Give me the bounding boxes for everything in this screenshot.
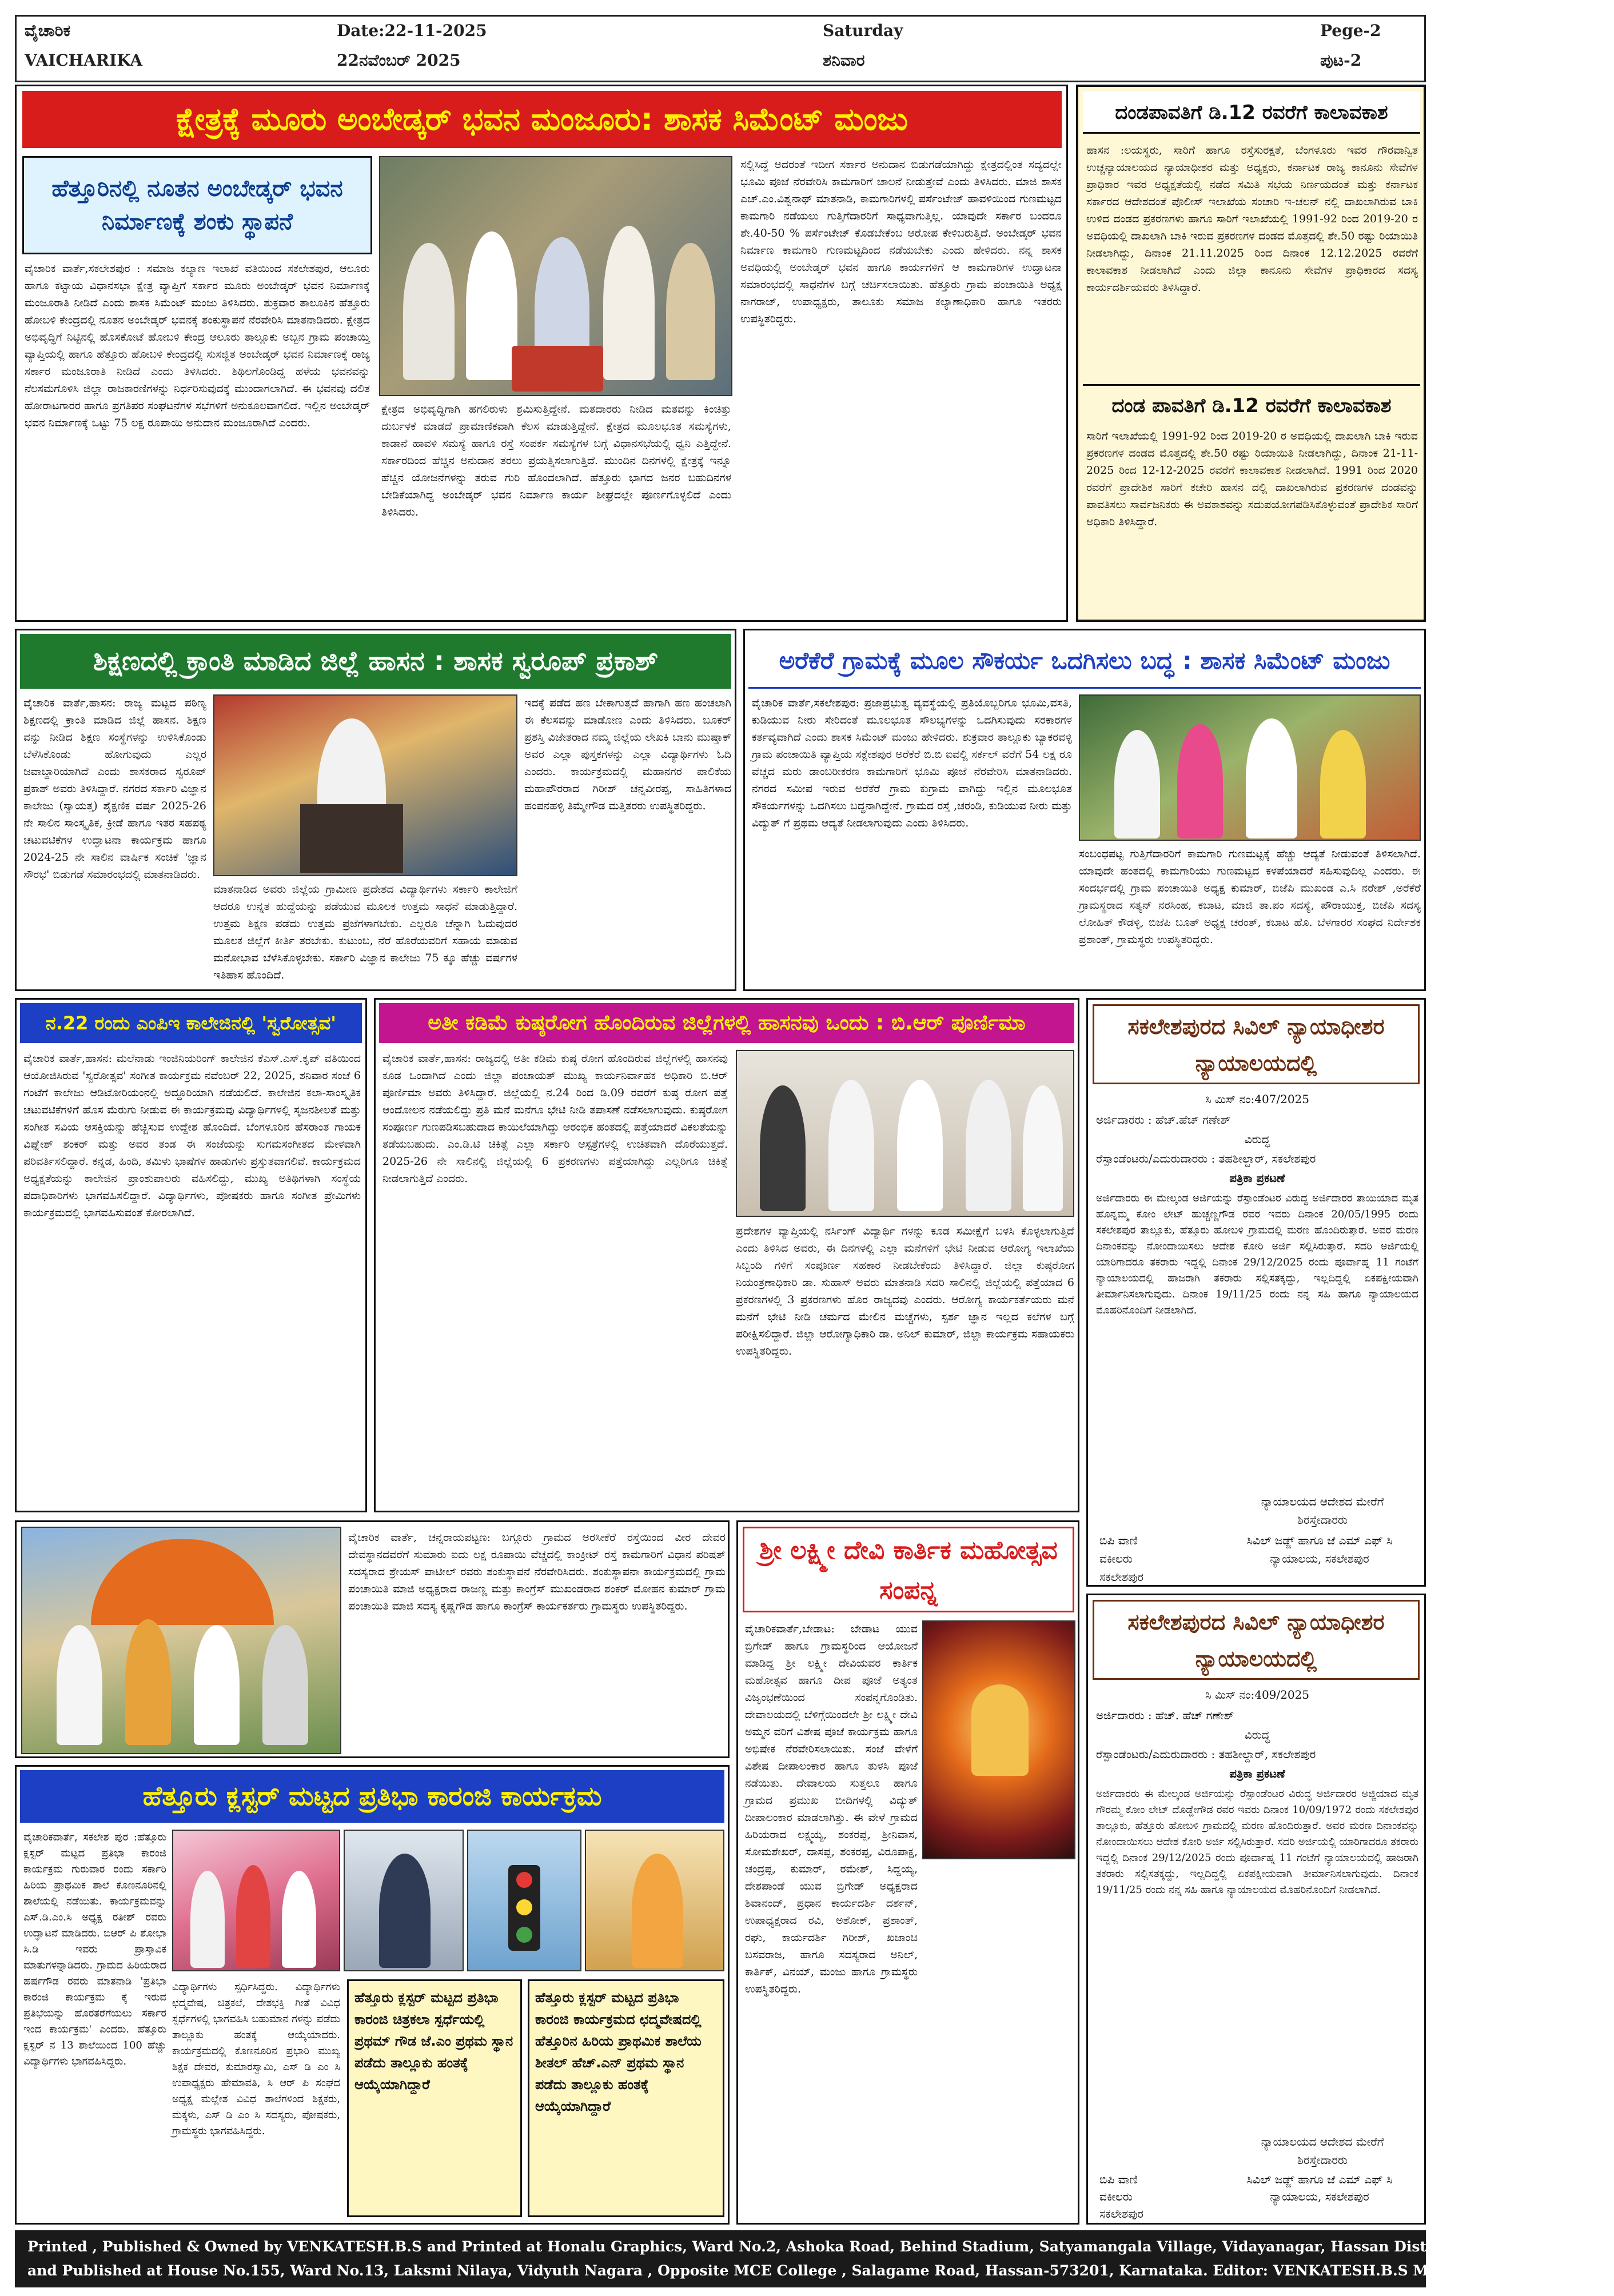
swarotsava-headline: ನ.22 ರಂದು ಎಂಪಿಇ ಕಾಲೇಜಿನಲ್ಲಿ 'ಸ್ವರೋತ್ಸವ' <box>20 1003 362 1043</box>
page-number-kannada: ಪುಟ-2 <box>1320 51 1362 70</box>
pratibha-karanji-headline: ಹೆತ್ತೂರು ಕ್ಲಸ್ಟರ್ ಮಟ್ಟದ ಪ್ರತಿಭಾ ಕಾರಂಜಿ ಕಾರ್ಯಕ್ರಮ <box>20 1770 724 1823</box>
day-english: Saturday <box>823 21 903 40</box>
court-notice-2-case-no: ಸಿ ಮಿಸ್ ನಂ:409/2025 <box>1205 1688 1310 1702</box>
court-notice-2-judge-line2: ನ್ಯಾಯಾಲಯ, ಸಕಲೇಶಪುರ <box>1270 2190 1369 2203</box>
court-notice-1-order: ನ್ಯಾಯಾಲಯದ ಆದೇಶದ ಮೇರೆಗೆ <box>1261 1495 1384 1508</box>
swarotsava-article <box>15 998 367 1512</box>
court-notice-1-body: ಅರ್ಜಿದಾರರು ಈ ಮೇಲ್ಕಂಡ ಅರ್ಜಿಯನ್ನು ರೆಸ್ಪಾಂಡೆಂಟರ ವಿರುದ್ಧ ಅರ್ಜಿದಾರರ ತಾಯಿಯಾದ ಮೃತ ಹೊನ್ನಮ್ಮ ಕೋಂ ಲೇಟ್ ಹುಚ್ಚಣ್ಣಗೌಡ ರವರ ಇವರು ದಿನಾಂಕ 20/05/1995 ರಂದು ಸಕಲೇಶಪುರ ತಾಲ್ಲೂಕು, ಹೆತ್ತೂರು ಹೋಬಳಿ ಗ್ರಾಮದಲ್ಲಿ ಮರಣ ಹೊಂದಿರುತ್ತಾರೆ. ಅವರ ಮರಣ ದಿನಾಂಕವನ್ನು ನೋಂದಾಯಿಸಲು ಆದೇಶ ಕೋರಿ ಅರ್ಜಿ ಸಲ್ಲಿಸಿರುತ್ತಾರೆ. ಸದರಿ ಅರ್ಜಿಯಲ್ಲಿ ಯಾರಿಗಾದರೂ ತಕರಾರು ಇದ್ದಲ್ಲಿ ದಿನಾಂಕ 29/12/2025 ರಂದು ಪೂರ್ವಾಹ್ನ 11 ಗಂಟೆಗೆ ನ್ಯಾಯಾಲಯದಲ್ಲಿ ಹಾಜರಾಗಿ ತಕರಾರು ಸಲ್ಲಿಸತಕ್ಕದ್ದು, ಇಲ್ಲದಿದ್ದಲ್ಲಿ ಏಕಪಕ್ಷೀಯವಾಗಿ ತೀರ್ಮಾನಿಸಲಾಗುವುದು. ದಿನಾಂಕ 19/11/25 ರಂದು ನನ್ನ ಸಹಿ ಹಾಗೂ ನ್ಯಾಯಾಲಯದ ಮೊಹರಿನೊಂದಿಗೆ ನೀಡಲಾಗಿದೆ. <box>1096 1192 1418 1316</box>
ambedkar-subhead-box <box>22 156 372 254</box>
court-notice-1-judge-line2: ನ್ಯಾಯಾಲಯ, ಸಕಲೇಶಪುರ <box>1270 1552 1369 1566</box>
education-event-photo <box>213 694 517 876</box>
arakere-article <box>743 629 1426 991</box>
arakere-groundbreaking-photo <box>1079 694 1421 841</box>
court-notice-2-body: ಅರ್ಜಿದಾರರು ಈ ಮೇಲ್ಕಂಡ ಅರ್ಜಿಯನ್ನು ರೆಸ್ಪಾಂಡೆಂಟರ ವಿರುದ್ಧ ಅರ್ಜಿದಾರರ ಅಜ್ಜಿಯಾದ ಮೃತ ಗೌರಮ್ಮ ಕೋಂ ಲೇಟ್ ದೊಡ್ಡೇಗೌಡ ರವರ ಇವರು ದಿನಾಂಕ 10/09/1972 ರಂದು ಸಕಲೇಶಪುರ ತಾಲ್ಲೂಕು, ಹೆತ್ತೂರು ಹೋಬಳಿ ಗ್ರಾಮದಲ್ಲಿ ಮರಣ ಹೊಂದಿರುತ್ತಾರೆ. ಅವರ ಮರಣ ದಿನಾಂಕವನ್ನು ನೋಂದಾಯಿಸಲು ಆದೇಶ ಕೋರಿ ಅರ್ಜಿ ಸಲ್ಲಿಸಿರುತ್ತಾರೆ. ಸದರಿ ಅರ್ಜಿಯಲ್ಲಿ ಯಾರಿಗಾದರೂ ತಕರಾರು ಇದ್ದಲ್ಲಿ ದಿನಾಂಕ 29/12/2025 ರಂದು ಪೂರ್ವಾಹ್ನ 11 ಗಂಟೆಗೆ ನ್ಯಾಯಾಲಯದಲ್ಲಿ ಹಾಜರಾಗಿ ತಕರಾರು ಸಲ್ಲಿಸತಕ್ಕದ್ದು, ಇಲ್ಲದಿದ್ದಲ್ಲಿ ಏಕಪಕ್ಷೀಯವಾಗಿ ತೀರ್ಮಾನಿಸಲಾಗುವುದು. ದಿನಾಂಕ 19/11/25 ರಂದು ನನ್ನ ಸಹಿ ಹಾಗೂ ನ್ಯಾಯಾಲಯದ ಮೊಹರಿನೊಂದಿಗೆ ನೀಡಲಾಗಿದೆ. <box>1096 1788 1418 1896</box>
pratibha-drawing-photo <box>344 1830 464 1971</box>
court-notice-1-versus: ವಿರುದ್ಧ <box>1244 1132 1270 1146</box>
ambedkar-body-right: ಸಲ್ಲಿಸಿದ್ದೆ ಅದರಂತೆ ಇದೀಗ ಸರ್ಕಾರ ಅನುದಾನ ಬಿಡುಗಡೆಯಾಗಿದ್ದು ಕ್ಷೇತ್ರದಲ್ಲಿಂತ ಸದ್ಯದಲ್ಲೇ ಭೂಮಿ ಪೂಜೆ ನೆರವೇರಿಸಿ ಕಾಮಗಾರಿಗೆ ಚಾಲನೆ ನೀಡುತ್ತೇವೆ ಎಂದು ತಿಳಿಸಿದರು. ಮಾಜಿ ಶಾಸಕ ಎಚ್.ಎಂ.ವಿಶ್ವನಾಥ್ ಮಾತನಾಡಿ, ಕಾಮಗಾರಿಗಳಲ್ಲಿ ಪರ್ಸೆಂಟೇಜ್ ಹಾವಳಿಯಿಂದ ಗುಣಮಟ್ಟದ ಕಾಮಗಾರಿ ನಡೆಯಲು ಗುತ್ತಿಗೆದಾರರಿಗೆ ಸಾಧ್ಯವಾಗುತ್ತಿಲ್ಲ. ಯಾವುದೇ ಸರ್ಕಾರ ಬಂದರೂ ಶೇ.40-50 % ಪರ್ಸೆಂಟೇಜ್ ಕೊಡಬೇಕೆಂಬ ಆರೋಪ ಕೇಳಿಬರುತ್ತಿದೆ. ಅಂಬೇಡ್ಕರ್ ಭವನ ನಿರ್ಮಾಣ ಕಾಮಗಾರಿ ಗುಣಮಟ್ಟದಿಂದ ನಡೆಯಬೇಕು ಎಂದು ಹೇಳಿದರು. ನನ್ನ ಶಾಸಕ ಅವಧಿಯಲ್ಲಿ ಅಂಬೇಡ್ಕರ್ ಭವನ ಹಾಗೂ ಕಾರ್ಯಗಳಿಗೆ ಆ ಕಾಮಗಾರಿಗಳ ಉದ್ಘಾಟನಾ ಸಮಾರಂಭದಲ್ಲಿ ಸಾಧನೆಗಳ ಬಗ್ಗೆ ಚರ್ಚಿಸಲಾಯಿತು. ಹೆತ್ತೂರು ಗ್ರಾಮ ಪಂಚಾಯಿತಿ ಅಧ್ಯಕ್ಷ ನಾಗರಾಜ್, ಉಪಾಧ್ಯಕ್ಷರು, ತಾಲೂಕು ಸಮಾಜ ಕಲ್ಯಾಣಾಧಿಕಾರಿ ಹಾಗೂ ಇತರರು ಉಪಸ್ಥಿತರಿದ್ದರು. <box>740 158 1062 325</box>
court-notice-2-respondent: ರೆಸ್ಪಾಂಡೆಂಟರು/ಎದುರುದಾರರು : ತಹಶೀಲ್ದಾರ್, ಸಕಲೇಶಪುರ <box>1096 1747 1316 1761</box>
fine-payment-article <box>1076 85 1426 622</box>
court-notice-2 <box>1086 1594 1426 2225</box>
court-notice-1-advocate-place: ಸಕಲೇಶಪುರ <box>1099 1570 1143 1584</box>
paper-name-kannada: ವೈಚಾರಿಕ <box>25 21 71 40</box>
education-body-left: ವೈಚಾರಿಕ ವಾರ್ತೆ,ಹಾಸನ: ರಾಜ್ಯ ಮಟ್ಟದ ಪಠಿಣ್ಯ ಶಿಕ್ಷಣದಲ್ಲಿ ಕ್ರಾಂತಿ ಮಾಡಿದ ಜಿಲ್ಲೆ ಹಾಸನ. ಶಿಕ್ಷಣ ವನ್ನು ನೀಡಿದ ಶಿಕ್ಷಣ ಸಂಸ್ಥೆಗಳನ್ನು ಉಳಿಸಿಕೊಂಡು ಬೆಳೆಸಿಕೊಂಡು ಹೋಗುವುದು ಎಲ್ಲರ ಜವಾಬ್ದಾರಿಯಾಗಿದೆ ಎಂದು ಶಾಸಕರಾದ ಸ್ವರೂಪ್ ಪ್ರಕಾಶ್ ಅವರು ತಿಳಿಸಿದ್ದಾರೆ. ನಗರದ ಸರ್ಕಾರಿ ವಿಜ್ಞಾನ ಕಾಲೇಜು (ಸ್ವಾಯತ್ತ) ಶೈಕ್ಷಣಿಕ ವರ್ಷ 2025-26 ನೇ ಸಾಲಿನ ಸಾಂಸ್ಕೃತಿಕ, ಕ್ರೀಡೆ ಹಾಗೂ ಇತರ ಸಹಪಠ್ಯ ಚಟುವಟಿಕೆಗಳ ಉದ್ಘಾಟನಾ ಕಾರ್ಯಕ್ರಮ ಹಾಗೂ 2024-25 ನೇ ಸಾಲಿನ ವಾರ್ಷಿಕ ಸಂಚಿಕೆ 'ಜ್ಞಾನ ಸೌರಭ' ಬಿಡುಗಡೆ ಸಮಾರಂಭದಲ್ಲಿ ಮಾತನಾಡಿದರು. <box>23 697 206 881</box>
court-notice-2-advocate-place: ಸಕಲೇಶಪುರ <box>1099 2207 1143 2221</box>
fine-payment-body: ಹಾಸನ :ಲಯಸ್ಥರು, ಸಾರಿಗೆ ಹಾಗೂ ರಸ್ತೆಸುರಕ್ಷತೆ, ಬೆಂಗಳೂರು ಇವರ ಗೌರವಾನ್ವಿತ ಉಚ್ಚನ್ಯಾಯಾಲಯದ ನ್ಯಾಯಾಧೀಶರ ಮತ್ತು ಅಧ್ಯಕ್ಷರು, ಕರ್ನಾಟಕ ರಾಜ್ಯ ಕಾನೂನು ಸೇವೆಗಳ ಪ್ರಾಧಿಕಾರ ಇವರ ಅಧ್ಯಕ್ಷತೆಯಲ್ಲಿ ನಡೆದ ಸಮಿತಿ ಸಭೆಯ ನಿರ್ಣಯದಂತೆ ಮತ್ತು ಕರ್ನಾಟಕ ಸರ್ಕಾರದ ಆದೇಶದಂತೆ ಪೊಲೀಸ್ ಇಲಾಖೆಯ ಸಂಚಾರಿ ಇ-ಚಲನ್ ನಲ್ಲಿ ದಾಖಲಾಗಿರುವ ಬಾಕಿ ಉಳಿದ ದಂಡದ ಪ್ರಕರಣಗಳು ಹಾಗೂ ಸಾರಿಗೆ ಇಲಾಖೆಯಲ್ಲಿ 1991-92 ರಿಂದ 2019-20 ರ ಅವಧಿಯಲ್ಲಿ ದಾಖಲಾಗಿ ಬಾಕಿ ಇರುವ ಪ್ರಕರಣಗಳ ದಂಡದ ಮೊತ್ತದಲ್ಲಿ ಶೇ.50 ರಷ್ಟು ರಿಯಾಯಿತಿ ನೀಡಲಾಗಿದ್ದು, ದಿನಾಂಕ 21.11.2025 ರಿಂದ ದಿನಾಂಕ 12.12.2025 ರವರೆಗೆ ಕಾಲಾವಕಾಶ ನೀಡಲಾಗಿದೆ ಎಂದು ಜಿಲ್ಲಾ ಕಾನೂನು ಸೇವೆಗಳ ಪ್ರಾಧಿಕಾರದ ಸದಸ್ಯ ಕಾರ್ಯದರ್ಶಿಯವರು ತಿಳಿಸಿದ್ದಾರೆ. <box>1086 144 1418 294</box>
lakshmi-idol-photo <box>922 1620 1075 1859</box>
ambedkar-headline: ಕ್ಷೇತ್ರಕ್ಕೆ ಮೂರು ಅಂಬೇಡ್ಕರ್ ಭವನ ಮಂಜೂರು: ಶಾಸಕ ಸಿಮೆಂಟ್ ಮಂಜು <box>22 91 1062 148</box>
date-english: Date:22-11-2025 <box>337 21 487 40</box>
lakshmi-festival-article <box>736 1520 1079 2225</box>
leprosy-body-left: ವೈಚಾರಿಕ ವಾರ್ತೆ,ಹಾಸನ: ರಾಜ್ಯದಲ್ಲಿ ಅತೀ ಕಡಿಮೆ ಕುಷ್ಠ ರೋಗ ಹೊಂದಿರುವ ಜಿಲ್ಲೆಗಳಲ್ಲಿ ಹಾಸನವು ಕೂಡ ಒಂದಾಗಿದೆ ಎಂದು ಜಿಲ್ಲಾ ಪಂಚಾಯತ್ ಮುಖ್ಯ ಕಾರ್ಯನಿರ್ವಾಹಕ ಅಧಿಕಾರಿ ಬಿ.ಆರ್ ಪೂರ್ಣಿಮಾ ಅವರು ತಿಳಿಸಿದ್ದಾರೆ. ಜಿಲ್ಲೆಯಲ್ಲಿ ನ.24 ರಿಂದ ಡಿ.09 ರವರೆಗೆ ಕುಷ್ಠ ರೋಗ ಪತ್ತೆ ಆಂದೋಲನ ನಡೆಯಲಿದ್ದು ಪ್ರತಿ ಮನೆ ಮನೆಗೂ ಭೇಟಿ ನೀಡಿ ತಪಾಸಣೆ ನಡೆಸಲಾಗುವುದು. ಕುಷ್ಠರೋಗ ಸಂಪೂರ್ಣ ಗುಣಪಡಿಸಬಹುದಾದ ಕಾಯಿಲೆಯಾಗಿದ್ದು ಆರಂಭಿಕ ಹಂತದಲ್ಲಿ ಪತ್ತೆಯಾದರೆ ವಿಕಲತೆಯನ್ನು ತಡೆಯಬಹುದು. ಎಂ.ಡಿ.ಟಿ ಚಿಕಿತ್ಸೆ ಎಲ್ಲಾ ಸರ್ಕಾರಿ ಆಸ್ಪತ್ರೆಗಳಲ್ಲಿ ಉಚಿತವಾಗಿ ದೊರೆಯುತ್ತದೆ. 2025-26 ನೇ ಸಾಲಿನಲ್ಲಿ ಜಿಲ್ಲೆಯಲ್ಲಿ 6 ಪ್ರಕರಣಗಳು ಪತ್ತೆಯಾಗಿದ್ದು ಎಲ್ಲರಿಗೂ ಚಿಕಿತ್ಸೆ ನೀಡಲಾಗುತ್ತಿದೆ ಎಂದರು. <box>382 1052 728 1185</box>
court-notice-2-title: ಪತ್ರಿಕಾ ಪ್ರಕಟಣೆ <box>1229 1767 1285 1780</box>
court-notice-2-advocate-name: ಬಿಪಿ ವಾಣಿ <box>1099 2173 1138 2186</box>
pratibha-caption-box-1 <box>347 1979 522 2217</box>
pratibha-caption-1: ಹೆತ್ತೂರು ಕ್ಲಸ್ಟರ್ ಮಟ್ಟದ ಪ್ರತಿಭಾ ಕಾರಂಜಿ ಚಿತ್ರಕಲಾ ಸ್ಪರ್ಧೆಯಲ್ಲಿ ಪ್ರಥಮ್ ಗೌಡ ಜೆ.ಎಂ ಪ್ರಥಮ ಸ್ಥಾನ ಪಡೆದು ತಾಲ್ಲೂಕು ಹಂತಕ್ಕೆ ಆಯ್ಕೆಯಾಗಿದ್ದಾರೆ <box>354 1990 513 2093</box>
lakshmi-festival-body-left: ವೈಚಾರಿಕವಾರ್ತೆ,ಬೇಡಾಟ: ಬೇಡಾಟ ಯುವ ಬ್ರಿಗೇಡ್ ಹಾಗೂ ಗ್ರಾಮಸ್ಥರಿಂದ ಆಯೋಜನೆ ಮಾಡಿದ್ದ ಶ್ರೀ ಲಕ್ಷ್ಮೀ ದೇವಿಯವರ ಕಾರ್ತಿಕ ಮಹೋತ್ಸವ ಹಾಗೂ ದೀಪ ಪೂಜೆ ಅತ್ಯಂತ ವಿಜೃಂಭಣೆಯಿಂದ ಸಂಪನ್ನಗೊಂಡಿತು. ದೇವಾಲಯದಲ್ಲಿ ಬೆಳಿಗ್ಗೆಯಿಂದಲೇ ಶ್ರೀ ಲಕ್ಷ್ಮೀ ದೇವಿ ಅಮ್ಮನ ವರಿಗೆ ವಿಶೇಷ ಪೂಜೆ ಕಾರ್ಯಕ್ರಮ ಹಾಗೂ ಅಭಿಷೇಕ ನೆರವೇರಿಸಲಾಯಿತು. ಸಂಜೆ ವೇಳೆಗೆ ವಿಶೇಷ ದೀಪಾಲಂಕಾರ ಹಾಗೂ ತುಳಸಿ ಪೂಜೆ ನಡೆಯಿತು. ದೇವಾಲಯ ಸುತ್ತಲೂ ಹಾಗೂ ಗ್ರಾಮದ ಪ್ರಮುಖ ಬೀದಿಗಳಲ್ಲಿ ವಿದ್ಯುತ್ ದೀಪಾಲಂಕಾರ ಮಾಡಲಾಗಿತ್ತು. ಈ ವೇಳೆ ಗ್ರಾಮದ ಹಿರಿಯರಾದ ಲಕ್ಷ್ಮಯ್ಯ, ಶಂಕರಪ್ಪ, ಶ್ರೀನಿವಾಸ, ಸೋಮಶೇಖರ್, ದಾಸಪ್ಪ, ಶಂಕರಪ್ಪ, ವಿರೂಪಾಕ್ಷ, ಚಂದ್ರಪ್ಪ, ಕುಮಾರ್, ರಮೇಶ್, ಸಿದ್ದಯ್ಯ, ದೇಶಪಾಂಡೆ ಯುವ ಬ್ರಿಗೇಡ್ ಅಧ್ಯಕ್ಷರಾದ ಶಿವಾನಂದ್, ಪ್ರಧಾನ ಕಾರ್ಯದರ್ಶಿ ದರ್ಶನ್, ಉಪಾಧ್ಯಕ್ಷರಾದ ರವಿ, ಅಶೋಕ್, ಪ್ರಶಾಂತ್, ರಘು, ಕಾರ್ಯದರ್ಶಿ ಗಿರೀಶ್, ಖಜಾಂಚಿ ಬಸವರಾಜ, ಹಾಗೂ ಸದಸ್ಯರಾದ ಅನಿಲ್, ಕಾರ್ತಿಕ್, ವಿನಯ್, ಮಂಜು ಹಾಗೂ ಗ್ರಾಮಸ್ಥರು ಉಪಸ್ಥಿತರಿದ್ದರು. <box>745 1623 918 1995</box>
imprint-line-1: Printed , Published & Owned by VENKATESH.B.S and Printed at Honalu Graphics, Ward No.2, Ashoka Road, Behind Stadium, Satyamangala Village, Vidayanagar, Hassan District, Karnataka-573201 <box>27 2238 1614 2255</box>
pratibha-costume-photo <box>585 1830 724 1971</box>
court-notice-2-advocate-title: ವಕೀಲರು <box>1099 2190 1133 2203</box>
ambedkar-ceremony-photo <box>379 156 732 396</box>
education-body-middle: ಮಾತನಾಡಿದ ಅವರು ಜಿಲ್ಲೆಯ ಗ್ರಾಮೀಣ ಪ್ರದೇಶದ ವಿದ್ಯಾರ್ಥಿಗಳು ಸರ್ಕಾರಿ ಕಾಲೇಜಿಗೆ ಆದರೂ ಉನ್ನತ ಹುದ್ದೆಯನ್ನು ಪಡೆಯುವ ಮೂಲಕ ಉತ್ತಮ ಸಾಧನೆ ಮಾಡುತ್ತಿದ್ದಾರೆ. ಉತ್ತಮ ಶಿಕ್ಷಣ ಪಡೆದು ಉತ್ತಮ ಪ್ರಜೆಗಳಾಗಬೇಕು. ಎಲ್ಲರೂ ಚೆನ್ನಾಗಿ ಓದುವುದರ ಮೂಲಕ ಜಿಲ್ಲೆಗೆ ಕೀರ್ತಿ ತರಬೇಕು. ಕುಟುಂಬ, ನೆರೆ ಹೊರೆಯವರಿಗೆ ಸಹಾಯ ಮಾಡುವ ಮನೋಭಾವ ಬೆಳೆಸಿಕೊಳ್ಳಬೇಕು. ಸರ್ಕಾರಿ ವಿಜ್ಞಾನ ಕಾಲೇಜು 75 ಕ್ಕೂ ಹೆಚ್ಚು ವರ್ಷಗಳ ಇತಿಹಾಸ ಹೊಂದಿದೆ. <box>213 883 517 981</box>
pratibha-caption-2: ಹೆತ್ತೂರು ಕ್ಲಸ್ಟರ್ ಮಟ್ಟದ ಪ್ರತಿಭಾ ಕಾರಂಜಿ ಕಾರ್ಯಕ್ರಮದ ಛದ್ಮವೇಷದಲ್ಲಿ ಹೆತ್ತೂರಿನ ಹಿರಿಯ ಪ್ರಾಥಮಿಕ ಶಾಲೆಯ ಶೀತಲ್ ಹೆಚ್.ಎನ್ ಪ್ರಥಮ ಸ್ಥಾನ ಪಡೆದು ತಾಲ್ಲೂಕು ಹಂತಕ್ಕೆ ಆಯ್ಕೆಯಾಗಿದ್ದಾರೆ <box>535 1990 702 2114</box>
court-notice-2-petitioner: ಅರ್ಜಿದಾರರು : ಹೆಚ್. ಹೆಚ್ ಗಣೇಶ್ <box>1096 1708 1234 1722</box>
ambedkar-body-left: ವೈಚಾರಿಕ ವಾರ್ತೆ,ಸಕಲೇಶಪುರ : ಸಮಾಜ ಕಲ್ಯಾಣ ಇಲಾಖೆ ವತಿಯಿಂದ ಸಕಲೇಶಪುರ, ಆಲೂರು ಹಾಗೂ ಕಟ್ಟಾಯ ವಿಧಾನಸಭಾ ಕ್ಷೇತ್ರ ವ್ಯಾಪ್ತಿಗೆ ಸರ್ಕಾರ ಮೂರು ಅಂಬೇಡ್ಕರ್ ಭವನ ನಿರ್ಮಾಣಕ್ಕೆ ಮಂಜೂರಾತಿ ನೀಡಿದೆ ಎಂದು ಶಾಸಕ ಸಿಮೆಂಟ್ ಮಂಜು ತಿಳಿಸಿದರು. ಶುಕ್ರವಾರ ತಾಲೂಕಿನ ಹೆತ್ತೂರು ಹೋಬಳಿ ಕೇಂದ್ರದಲ್ಲಿ ನೂತನ ಅಂಬೇಡ್ಕರ್ ಭವನಕ್ಕೆ ಶಂಕುಸ್ಥಾಪನೆ ನೆರವೇರಿಸಿ ಮಾತನಾಡಿದರು. ಕ್ಷೇತ್ರದ ಅಭಿವೃದ್ಧಿಗೆ ನಿಟ್ಟಿನಲ್ಲಿ ಹೊಸಕೋಟೆ ಹೋಬಳಿ ಕೇಂದ್ರ ಆಲೂರು ತಾಲ್ಲೂಕು ಅಬ್ಬನ ಗ್ರಾಮ ಪಂಚಾಯ್ತಿ ವ್ಯಾಪ್ತಿಯಲ್ಲಿ ಹಾಗೂ ಹೆತ್ತೂರು ಹೋಬಳಿ ಕೇಂದ್ರದಲ್ಲಿ ಸುಸಜ್ಜಿತ ಅಂಬೇಡ್ಕರ್ ಭವನ ನಿರ್ಮಾಣಕ್ಕೆ ರಾಜ್ಯ ಸರ್ಕಾರ ಮಂಜೂರಾತಿ ನೀಡಿದೆ ಎಂದು ತಿಳಿಸಿದರು. ಶಿಥಿಲಗೊಂಡಿದ್ದ ಹಳೆಯ ಭವನವನ್ನು ನೆಲಸಮಗೊಳಿಸಿ ಜಿಲ್ಲಾ ರಾಜಕಾರಣಿಗಳನ್ನು ನಿರ್ಧರಿಸುವುದಕ್ಕೆ ಮುಂದಾಗಲಾಗಿದೆ. ಈ ಭವನವು ದಲಿತ ಹೋರಾಟಗಾರರ ಹಾಗೂ ಪ್ರಗತಿಪರ ಸಂಘಟನೆಗಳ ಸಭೆಗಳಿಗೆ ಅನುಕೂಲವಾಗಲಿದೆ. ಇಲ್ಲಿನ ಅಂಬೇಡ್ಕರ್ ಭವನ ನಿರ್ಮಾಣಕ್ಕೆ ಒಟ್ಟು 75 ಲಕ್ಷ ರೂಪಾಯಿ ಅನುದಾನ ಮಂಜೂರಾಗಿದೆ ಎಂದರು. <box>25 262 370 429</box>
leprosy-awareness-photo <box>736 1050 1074 1217</box>
masthead <box>15 15 1426 82</box>
education-body-right: ಇದಕ್ಕೆ ಪಡೆದ ಹಣ ಬೇಕಾಗುತ್ತದೆ ಹಾಗಾಗಿ ಹಣ ಹಂಚಲಾಗಿ ಈ ಕೆಲಸವನ್ನು ಮಾಡೋಣ ಎಂದು ತಿಳಿಸಿದರು. ಬೂಕರ್ ಪ್ರಶಸ್ತಿ ವಿಜೇತರಾದ ನಮ್ಮ ಜಿಲ್ಲೆಯ ಲೇಖಕಿ ಬಾನು ಮುಷ್ತಾಕ್ ಅವರ ಎಲ್ಲಾ ಪುಸ್ತಕಗಳನ್ನು ಎಲ್ಲಾ ವಿದ್ಯಾರ್ಥಿಗಳು ಓದಿ ಎಂದರು. ಕಾರ್ಯಕ್ರಮದಲ್ಲಿ ಮಹಾನಗರ ಪಾಲಿಕೆಯ ಮಹಾಪೌರರಾದ ಗಿರೀಶ್ ಚನ್ನವೀರಪ್ಪ, ಸಾಹಿತಿಗಳಾದ ಹಂಪನಹಳ್ಳಿ ತಿಮ್ಮೇಗೌಡ ಮತ್ತಿತರರು ಉಪಸ್ಥಿತರಿದ್ದರು. <box>524 697 731 812</box>
page-number-english: Pege-2 <box>1320 21 1381 40</box>
education-article <box>15 629 736 991</box>
paper-name-english: VAICHARIKA <box>25 51 143 70</box>
court-notice-1-respondent: ರೆಸ್ಪಾಂಡೆಂಟರು/ಎದುರುದಾರರು : ತಹಶೀಲ್ದಾರ್, ಸಕಲೇಶಪುರ <box>1096 1152 1316 1165</box>
court-notice-2-order: ನ್ಯಾಯಾಲಯದ ಆದೇಶದ ಮೇರೆಗೆ <box>1261 2135 1384 2149</box>
ambedkar-body-middle: ಕ್ಷೇತ್ರದ ಅಭಿವೃದ್ಧಿಗಾಗಿ ಹಗಲಿರುಳು ಶ್ರಮಿಸುತ್ತಿದ್ದೇನೆ. ಮತದಾರರು ನೀಡಿದ ಮತವನ್ನು ಕಿಂಚಿತ್ತು ದುರ್ಬಳಕೆ ಮಾಡದೆ ಪ್ರಾಮಾಣಿಕವಾಗಿ ಕೆಲಸ ಮಾಡುತ್ತಿದ್ದೇನೆ. ಕ್ಷೇತ್ರದ ಮೂಲಭೂತ ಸಮಸ್ಯೆಗಳು, ಕಾಡಾನೆ ಹಾವಳಿ ಸಮಸ್ಯೆ ಹಾಗೂ ರಸ್ತೆ ಸಂಪರ್ಕ ಸಮಸ್ಯೆಗಳ ಬಗ್ಗೆ ವಿಧಾನಸಭೆಯಲ್ಲಿ ಧ್ವನಿ ಎತ್ತಿದ್ದೇನೆ. ಸರ್ಕಾರದಿಂದ ಹೆಚ್ಚಿನ ಅನುದಾನ ತರಲು ಪ್ರಯತ್ನಿಸಲಾಗುತ್ತಿದೆ. ಮುಂದಿನ ದಿನಗಳಲ್ಲಿ ಕ್ಷೇತ್ರಕ್ಕೆ ಇನ್ನೂ ಹೆಚ್ಚಿನ ಯೋಜನೆಗಳನ್ನು ತರುವ ಗುರಿ ಹೊಂದಲಾಗಿದೆ. ಹೆತ್ತೂರು ಭಾಗದ ಜನರ ಬಹುದಿನಗಳ ಬೇಡಿಕೆಯಾಗಿದ್ದ ಅಂಬೇಡ್ಕರ್ ಭವನ ನಿರ್ಮಾಣ ಕಾರ್ಯ ಶೀಘ್ರದಲ್ಲೇ ಪೂರ್ಣಗೊಳ್ಳಲಿದೆ ಎಂದು ತಿಳಿಸಿದರು. <box>381 403 731 518</box>
road-foundation-photo <box>21 1527 341 1754</box>
road-foundation-body: ವೈಚಾರಿಕ ವಾರ್ತೆ, ಚನ್ನರಾಯಪಟ್ಟಣ: ಬಗ್ಗೂರು ಗ್ರಾಮದ ಅರಸೀಕೆರೆ ರಸ್ತೆಯಿಂದ ವೀರ ದೇವರ ದೇವಸ್ಥಾನದವರೆಗೆ ಸುಮಾರು ಐದು ಲಕ್ಷ ರೂಪಾಯಿ ವೆಚ್ಚದಲ್ಲಿ ಕಾಂಕ್ರೀಟ್ ರಸ್ತೆ ಕಾಮಗಾರಿಗೆ ವಿಧಾನ ಪರಿಷತ್ ಸದಸ್ಯರಾದ ಶ್ರೇಯಸ್ ಪಾಟೀಲ್ ರವರು ಶಂಕುಸ್ಥಾಪನೆ ನೆರವೇರಿಸಿದರು. ಶಂಕುಸ್ಥಾಪನಾ ಕಾರ್ಯಕ್ರಮದಲ್ಲಿ ಗ್ರಾಮ ಪಂಚಾಯಿತಿ ಮಾಜಿ ಅಧ್ಯಕ್ಷರಾದ ರಾಜಣ್ಣ ಮತ್ತು ಕಾಂಗ್ರೆಸ್ ಮುಖಂಡರಾದ ಶಂಕರ್ ಮೋಹನ ಕುಮಾರ್ ಗ್ರಾಮ ಪಂಚಾಯಿತಿ ಮಾಜಿ ಸದಸ್ಯ ಕೃಷ್ಣಗೌಡ ಹಾಗೂ ಕಾಂಗ್ರೆಸ್ ಕಾರ್ಯಕರ್ತರು ಗ್ರಾಮಸ್ಥರು ಉಪಸ್ಥಿತರಿದ್ದರು. <box>348 1531 726 1612</box>
lakshmi-festival-headline: ಶ್ರೀ ಲಕ್ಷ್ಮೀ ದೇವಿ ಕಾರ್ತಿಕ ಮಹೋತ್ಸವ ಸಂಪನ್ನ <box>743 1527 1074 1612</box>
ambedkar-article <box>15 85 1068 622</box>
court-notice-2-versus: ವಿರುದ್ಧ <box>1244 1728 1270 1742</box>
court-notice-1-petitioner: ಅರ್ಜಿದಾರರು : ಹೆಚ್.ಹೆಚ್ ಗಣೇಶ್ <box>1096 1113 1230 1127</box>
leprosy-headline: ಅತೀ ಕಡಿಮೆ ಕುಷ್ಠರೋಗ ಹೊಂದಿರುವ ಜಿಲ್ಲೆಗಳಲ್ಲಿ ಹಾಸನವು ಒಂದು : ಬಿ.ಆರ್ ಪೂರ್ಣಿಮಾ <box>379 1003 1074 1043</box>
swarotsava-body: ವೈಚಾರಿಕ ವಾರ್ತೆ,ಹಾಸನ: ಮಲೆನಾಡು ಇಂಜಿನಿಯರಿಂಗ್ ಕಾಲೇಜಿನ ಕೆಎಸ್.ಎಸ್.ಕೃಪ್ ವತಿಯಿಂದ ಆಯೋಜಿಸಿರುವ 'ಸ್ವರೋತ್ಸವ' ಸಂಗೀತ ಕಾರ್ಯಕ್ರಮ ನವೆಂಬರ್ 22, 2025, ಶನಿವಾರ ಸಂಜೆ 6 ಗಂಟೆಗೆ ಕಾಲೇಜು ಆಡಿಟೋರಿಯಂನಲ್ಲಿ ಅದ್ದೂರಿಯಾಗಿ ನಡೆಯಲಿದೆ. ಕಾಲೇಜಿನ ಕಲಾ-ಸಾಂಸ್ಕೃತಿಕ ಚಟುವಟಿಕೆಗಳಿಗೆ ಹೊಸ ಮೆರುಗು ನೀಡುವ ಈ ಕಾರ್ಯಕ್ರಮವು ವಿದ್ಯಾರ್ಥಿಗಳಲ್ಲಿ ಸೃಜನಶೀಲತೆ ಮತ್ತು ಸಂಗೀತ ಸವಿಯ ಆಸಕ್ತಿಯನ್ನು ಹೆಚ್ಚಿಸುವ ಉದ್ದೇಶ ಹೊಂದಿದೆ. ಬೆಂಗಳೂರಿನ ಹೆಸರಾಂತ ಗಾಯಕ ವಿಘ್ನೇಶ್ ಶಂಕರ್ ಮತ್ತು ಅವರ ತಂಡ ಈ ಸಂಜೆಯನ್ನು ಸುಗಮಸಂಗೀತದ ಮೇಳವಾಗಿ ಪರಿವರ್ತಿಸಲಿದ್ದಾರೆ. ಕನ್ನಡ, ಹಿಂದಿ, ತಮಿಳು ಭಾಷೆಗಳ ಹಾಡುಗಳು ಪ್ರಸ್ತುತವಾಗಲಿವೆ. ಕಾರ್ಯಕ್ರಮದ ಅಧ್ಯಕ್ಷತೆಯನ್ನು ಕಾಲೇಜಿನ ಪ್ರಾಂಶುಪಾಲರು ವಹಿಸಲಿದ್ದು, ಮುಖ್ಯ ಅತಿಥಿಗಳಾಗಿ ಸಂಸ್ಥೆಯ ಪದಾಧಿಕಾರಿಗಳು ಭಾಗವಹಿಸಲಿದ್ದಾರೆ. ವಿದ್ಯಾರ್ಥಿಗಳು, ಪೋಷಕರು ಹಾಗೂ ಸಂಗೀತ ಪ್ರೇಮಿಗಳು ಕಾರ್ಯಕ್ರಮದಲ್ಲಿ ಭಾಗವಹಿಸುವಂತೆ ಕೋರಲಾಗಿದೆ. <box>23 1052 361 1219</box>
court-notice-1-case-no: ಸಿ ಮಿಸ್ ನಂ:407/2025 <box>1205 1092 1310 1106</box>
fine-payment-headline: ದಂಡಪಾವತಿಗೆ ಡಿ.12 ರವರೆಗೆ ಕಾಲಾವಕಾಶ <box>1083 91 1420 134</box>
court-notice-1-advocate-title: ವಕೀಲರು <box>1099 1552 1133 1566</box>
pratibha-karanji-article <box>15 1765 730 2225</box>
court-notice-1-headline: ಸಕಲೇಶಪುರದ ಸಿವಿಲ್ ನ್ಯಾಯಾಧೀಶರ ನ್ಯಾಯಾಲಯದಲ್ಲಿ <box>1093 1004 1420 1084</box>
arakere-body-right: ಸಂಬಂಧಪಟ್ಟ ಗುತ್ತಿಗೆದಾರರಿಗೆ ಕಾಮಗಾರಿ ಗುಣಮಟ್ಟಕ್ಕೆ ಹೆಚ್ಚು ಆದ್ಯತೆ ನೀಡುವಂತೆ ತಿಳಿಸಲಾಗಿದೆ. ಯಾವುದೇ ಹಂತದಲ್ಲಿ ಕಾಮಗಾರಿಯು ಗುಣಮಟ್ಟದ ಕಳಪೆಯಾದರೆ ಸಹಿಸುವುದಿಲ್ಲ ಎಂದರು. ಈ ಸಂದರ್ಭದಲ್ಲಿ ಗ್ರಾಮ ಪಂಚಾಯಿತಿ ಅಧ್ಯಕ್ಷ ಕುಮಾರ್, ಬಿಜೆಪಿ ಮುಖಂಡ ಎ.ಸಿ ನರೇಶ್ ,ಅರೆಕೆರೆ ಗ್ರಾಮಸ್ಥರಾದ ಸತ್ಯನ್ ನರಸಿಂಹ, ಕಬಾಟ, ಮಾಜಿ ತಾ.ಪಂ ಸದಸ್ಯೆ, ಪೌರಾಯುಕ್ತ, ಬಿಜೆಪಿ ಸದಸ್ಯ ಲೋಹಿತ್ ಕೌಡಳ್ಳಿ, ಬಿಜೆಪಿ ಬೂತ್ ಅಧ್ಯಕ್ಷ ಚರಂತ್, ಕಬಾಟ ಹೊ. ಬೆಳಗಾರರ ಸಂಘದ ನಿರ್ದೇಶಕ ಪ್ರಶಾಂತ್, ಗ್ರಾಮಸ್ಥರು ಉಪಸ್ಥಿತರಿದ್ದರು. <box>1079 848 1421 946</box>
court-notice-2-clerk: ಶಿರಸ್ತೇದಾರರು <box>1297 2153 1348 2167</box>
pratibha-caption-box-2 <box>528 1979 724 2217</box>
court-notice-2-headline: ಸಕಲೇಶಪುರದ ಸಿವಿಲ್ ನ್ಯಾಯಾಧೀಶರ ನ್ಯಾಯಾಲಯದಲ್ಲಿ <box>1093 1600 1420 1680</box>
pratibha-karanji-body-left: ವೈಚಾರಿಕವಾರ್ತೆ, ಸಕಲೇಶ ಪುರ :ಹೆತ್ತೂರು ಕ್ಲಸ್ಟರ್ ಮಟ್ಟದ ಪ್ರತಿಭಾ ಕಾರಂಜಿ ಕಾರ್ಯಕ್ರಮ ಗುರುವಾರ ರಂದು ಸರ್ಕಾರಿ ಹಿರಿಯ ಪ್ರಾಥಮಿಕ ಶಾಲೆ ಕೊಣನೂರಿನಲ್ಲಿ ಶಾಲೆಯಲ್ಲಿ ನಡೆಯಿತು. ಕಾರ್ಯಕ್ರಮವನ್ನು ಎಸ್.ಡಿ.ಎಂ.ಸಿ ಅಧ್ಯಕ್ಷ ರತೀಶ್ ರವರು ಉದ್ಘಾಟನೆ ಮಾಡಿದರು. ಬಿಆರ್ ಪಿ ಶೋಭಾ ಸಿ.ಡಿ ಇವರು ಪ್ರಾಸ್ತಾವಿಕ ಮಾತುಗಳನ್ನಾಡಿದರು. ಗ್ರಾಮದ ಹಿರಿಯರಾದ ಹರ್ಷಗೌಡ ರವರು ಮಾತನಾಡಿ 'ಪ್ರತಿಭಾ ಕಾರಂಜಿ ಕಾರ್ಯಕ್ರಮ ಕ್ಕೆ ಇರುವ ಪ್ರತಿಭೆಯನ್ನು ಹೊರತರೆಗೆಯಲು ಸರ್ಕಾರ ಇಂದ ಕಾರ್ಯಕ್ರಮ' ಎಂದರು. ಹೆತ್ತೂರು ಕ್ಲಸ್ಟರ್ ನ 13 ಶಾಲೆಯಿಂದ 100 ಹೆಚ್ಚು ವಿದ್ಯಾರ್ಥಿಗಳು ಭಾಗವಹಿಸಿದ್ದರು. <box>23 1831 166 2067</box>
pratibha-signal-photo <box>467 1830 581 1971</box>
court-notice-1-clerk: ಶಿರಸ್ತೇದಾರರು <box>1297 1513 1348 1527</box>
court-notice-1-title: ಪತ್ರಿಕಾ ಪ್ರಕಟಣೆ <box>1229 1171 1285 1185</box>
pratibha-group-photo <box>172 1830 340 1971</box>
imprint-footer <box>15 2230 1614 2287</box>
road-foundation-article <box>15 1520 730 1758</box>
court-notice-2-judge-line1: ಸಿವಿಲ್ ಜಡ್ಜ್ ಹಾಗೂ ಜೆ ಎಮ್ ಎಫ್ ಸಿ <box>1246 2173 1393 2186</box>
education-headline: ಶಿಕ್ಷಣದಲ್ಲಿ ಕ್ರಾಂತಿ ಮಾಡಿದ ಜಿಲ್ಲೆ ಹಾಸನ : ಶಾಸಕ ಸ್ವರೂಪ್ ಪ್ರಕಾಶ್ <box>20 634 731 689</box>
leprosy-body-right: ಪ್ರದೇಶಗಳ ವ್ಯಾಪ್ತಿಯಲ್ಲಿ ನರ್ಸಿಂಗ್ ವಿದ್ಯಾರ್ಥಿ ಗಳನ್ನು ಕೂಡ ಸಮೀಕ್ಷೆಗೆ ಬಳಸಿ ಕೊಳ್ಳಲಾಗುತ್ತಿದೆ ಎಂದು ತಿಳಿಸಿದ ಅವರು, ಈ ದಿನಗಳಲ್ಲಿ ಎಲ್ಲಾ ಮನೆಗಳಿಗೆ ಭೇಟಿ ನೀಡುವ ಆರೋಗ್ಯ ಇಲಾಖೆಯ ಸಿಬ್ಬಂದಿ ಗಳಿಗೆ ಸಂಪೂರ್ಣ ಸಹಕಾರ ನೀಡಬೇಕೆಂದು ತಿಳಿಸಿದ್ದಾರೆ. ಜಿಲ್ಲಾ ಕುಷ್ಠರೋಗ ನಿಯಂತ್ರಣಾಧಿಕಾರಿ ಡಾ. ಸುಹಾಸ್ ಅವರು ಮಾತನಾಡಿ ಸದರಿ ಸಾಲಿನಲ್ಲಿ ಜಿಲ್ಲೆಯಲ್ಲಿ ಪತ್ತೆಯಾದ 6 ಪ್ರಕರಣಗಳಲ್ಲಿ 3 ಪ್ರಕರಣಗಳು ಹೊರ ರಾಜ್ಯದವು ಎಂದರು. ಆರೋಗ್ಯ ಕಾರ್ಯಕರ್ತೆಯರು ಮನೆ ಮನೆಗೆ ಭೇಟಿ ನೀಡಿ ಚರ್ಮದ ಮೇಲಿನ ಮಚ್ಚೆಗಳು, ಸ್ಪರ್ಶ ಜ್ಞಾನ ಇಲ್ಲದ ಕಲೆಗಳ ಬಗ್ಗೆ ಪರೀಕ್ಷಿಸಲಿದ್ದಾರೆ. ಜಿಲ್ಲಾ ಆರೋಗ್ಯಾಧಿಕಾರಿ ಡಾ. ಅನಿಲ್ ಕುಮಾರ್, ಜಿಲ್ಲಾ ಕಾರ್ಯಕ್ರಮ ಸಹಾಯಕರು ಉಪಸ್ಥಿತರಿದ್ದರು. <box>736 1225 1074 1357</box>
court-notice-1-advocate-name: ಬಿಪಿ ವಾಣಿ <box>1099 1534 1138 1547</box>
pratibha-karanji-body-middle: ವಿದ್ಯಾರ್ಥಿಗಳು ಸ್ಪರ್ಧಿಸಿದ್ದರು. ವಿದ್ಯಾರ್ಥಿಗಳು ಛದ್ಮವೇಷ, ಚಿತ್ರಕಲೆ, ದೇಶಭಕ್ತಿ ಗೀತೆ ವಿವಿಧ ಸ್ಪರ್ಧೆಗಳಲ್ಲಿ ಭಾಗವಹಿಸಿ ಬಹುಮಾನ ಗಳನ್ನು ಪಡೆದು ತಾಲ್ಲೂಕು ಹಂತಕ್ಕೆ ಆಯ್ಕೆಯಾದರು. ಕಾರ್ಯಕ್ರಮದಲ್ಲಿ ಕೊಣನೂರಿನ ಪ್ರಭಾರಿ ಮುಖ್ಯ ಶಿಕ್ಷಕ ದೇವರ, ಕುಮಾರಸ್ವಾಮಿ, ಎಸ್ ಡಿ ಎಂ ಸಿ ಉಪಾಧ್ಯಕ್ಷರು ಹೇಮಾವತಿ, ಸಿ ಆರ್ ಪಿ ಸಂಘದ ಅಧ್ಯಕ್ಷ ಮಲ್ಲೇಶ ವಿವಿಧ ಶಾಲೆಗಳಿಂದ ಶಿಕ್ಷಕರು, ಮಕ್ಕಳು, ಎಸ್ ಡಿ ಎಂ ಸಿ ಸದಸ್ಯರು, ಪೋಷಕರು, ಗ್ರಾಮಸ್ಥರು ಭಾಗವಹಿಸಿದ್ದರು. <box>172 1981 340 2137</box>
ambedkar-subhead: ಹೆತ್ತೂರಿನಲ್ಲಿ ನೂತನ ಅಂಬೇಡ್ಕರ್ ಭವನ ನಿರ್ಮಾಣಕ್ಕೆ ಶಂಕು ಸ್ಥಾಪನೆ <box>51 175 343 235</box>
fine-payment-body-2: ಸಾರಿಗೆ ಇಲಾಖೆಯಲ್ಲಿ 1991-92 ರಿಂದ 2019-20 ರ ಅವಧಿಯಲ್ಲಿ ದಾಖಲಾಗಿ ಬಾಕಿ ಇರುವ ಪ್ರಕರಣಗಳ ದಂಡದ ಮೊತ್ತದಲ್ಲಿ ಶೇ.50 ರಷ್ಟು ರಿಯಾಯಿತಿ ನೀಡಲಾಗಿದ್ದು, ದಿನಾಂಕ 21-11-2025 ರಿಂದ 12-12-2025 ರವರೆಗೆ ಕಾಲಾವಕಾಶ ನೀಡಲಾಗಿದೆ. 1991 ರಿಂದ 2020 ರವರೆಗೆ ಪ್ರಾದೇಶಿಕ ಸಾರಿಗೆ ಕಚೇರಿ ಹಾಸನ ದಲ್ಲಿ ದಾಖಲಾಗಿರುವ ಪ್ರಕರಣಗಳ ದಂಡವನ್ನು ಪಾವತಿಸಲು ಸಾರ್ವಜನಿಕರು ಈ ಅವಕಾಶವನ್ನು ಸದುಪಯೋಗಪಡಿಸಿಕೊಳ್ಳುವಂತೆ ಪ್ರಾದೇಶಿಕ ಸಾರಿಗೆ ಅಧಿಕಾರಿ ತಿಳಿಸಿದ್ದಾರೆ. <box>1086 430 1418 528</box>
arakere-body-left: ವೈಚಾರಿಕ ವಾರ್ತೆ,ಸಕಲೇಶಪುರ: ಪ್ರಜಾಪ್ರಭುತ್ವ ವ್ಯವಸ್ಥೆಯಲ್ಲಿ ಪ್ರತಿಯೊಬ್ಬರಿಗೂ ಭೂಮಿ,ವಸತಿ, ಕುಡಿಯುವ ನೀರು ಸೇರಿದಂತೆ ಮೂಲಭೂತ ಸೌಲಭ್ಯಗಳನ್ನು ಒದಗಿಸುವುದು ಸರಕಾರಗಳ ಕರ್ತವ್ಯವಾಗಿದೆ ಎಂದು ಶಾಸಕ ಸಿಮೆಂಟ್ ಮಂಜು ಹೇಳಿದರು. ಶುಕ್ರವಾರ ತಾಲ್ಲೂಕು ಬ್ಯಾಕರವಳ್ಳಿ ಗ್ರಾಮ ಪಂಚಾಯಿತಿ ವ್ಯಾಪ್ತಿಯ ಸಕ್ಲೇಶಪುರ ಅರೆಕೆರೆ ಬಿ.ಬಿ ಐವಲ್ಲಿ ಸರ್ಕಲ್ ವರೆಗೆ 54 ಲಕ್ಷ ರೂ ವೆಚ್ಚದ ಮರು ಡಾಂಬರೀಕರಣ ಕಾಮಗಾರಿಗೆ ಭೂಮಿ ಪೂಜೆ ನೆರವೇರಿಸಿ ಮಾತನಾಡಿದರು. ನಗರದ ಸಮೀಪ ಇರುವ ಅರೆಕೆರೆ ಗ್ರಾಮ ಕುಗ್ರಾಮ ವಾಗಿದ್ದು ಇಲ್ಲಿನ ಮೂಲಭೂತ ಸೌಕರ್ಯಗಳನ್ನು ಒದಗಿಸಲು ಬದ್ಧನಾಗಿದ್ದೇನೆ. ಗ್ರಾಮದ ರಸ್ತೆ ,ಚರಂಡಿ, ಕುಡಿಯುವ ನೀರು ಮತ್ತು ವಿದ್ಯುತ್ ಗೆ ಪ್ರಥಮ ಆದ್ಯತೆ ನೀಡಲಾಗುವುದು ಎಂದು ತಿಳಿಸಿದರು. <box>752 697 1072 829</box>
court-notice-1-judge-line1: ಸಿವಿಲ್ ಜಡ್ಜ್ ಹಾಗೂ ಜೆ ಎಮ್ ಎಫ್ ಸಿ <box>1246 1534 1393 1547</box>
fine-payment-headline-2: ದಂಡ ಪಾವತಿಗೆ ಡಿ.12 ರವರೆಗೆ ಕಾಲಾವಕಾಶ <box>1083 384 1420 424</box>
arakere-headline: ಅರೆಕೆರೆ ಗ್ರಾಮಕ್ಕೆ ಮೂಲ ಸೌಕರ್ಯ ಒದಗಿಸಲು ಬದ್ಧ : ಶಾಸಕ ಸಿಮೆಂಟ್ ಮಂಜು <box>748 634 1421 689</box>
court-notice-1 <box>1086 998 1426 1587</box>
date-kannada: 22ನವೆಂಬರ್ 2025 <box>337 51 461 70</box>
day-kannada: ಶನಿವಾರ <box>823 51 865 70</box>
imprint-line-2: and Published at House No.155, Ward No.13, Laksmi Nilaya, Vidyuth Nagara , Opposite MCE College , Salagame Road, Hassan-573201, Karnataka. Editor: VENKATESH.B.S Mob-7899533643 <box>27 2262 1554 2279</box>
leprosy-article <box>374 998 1079 1512</box>
